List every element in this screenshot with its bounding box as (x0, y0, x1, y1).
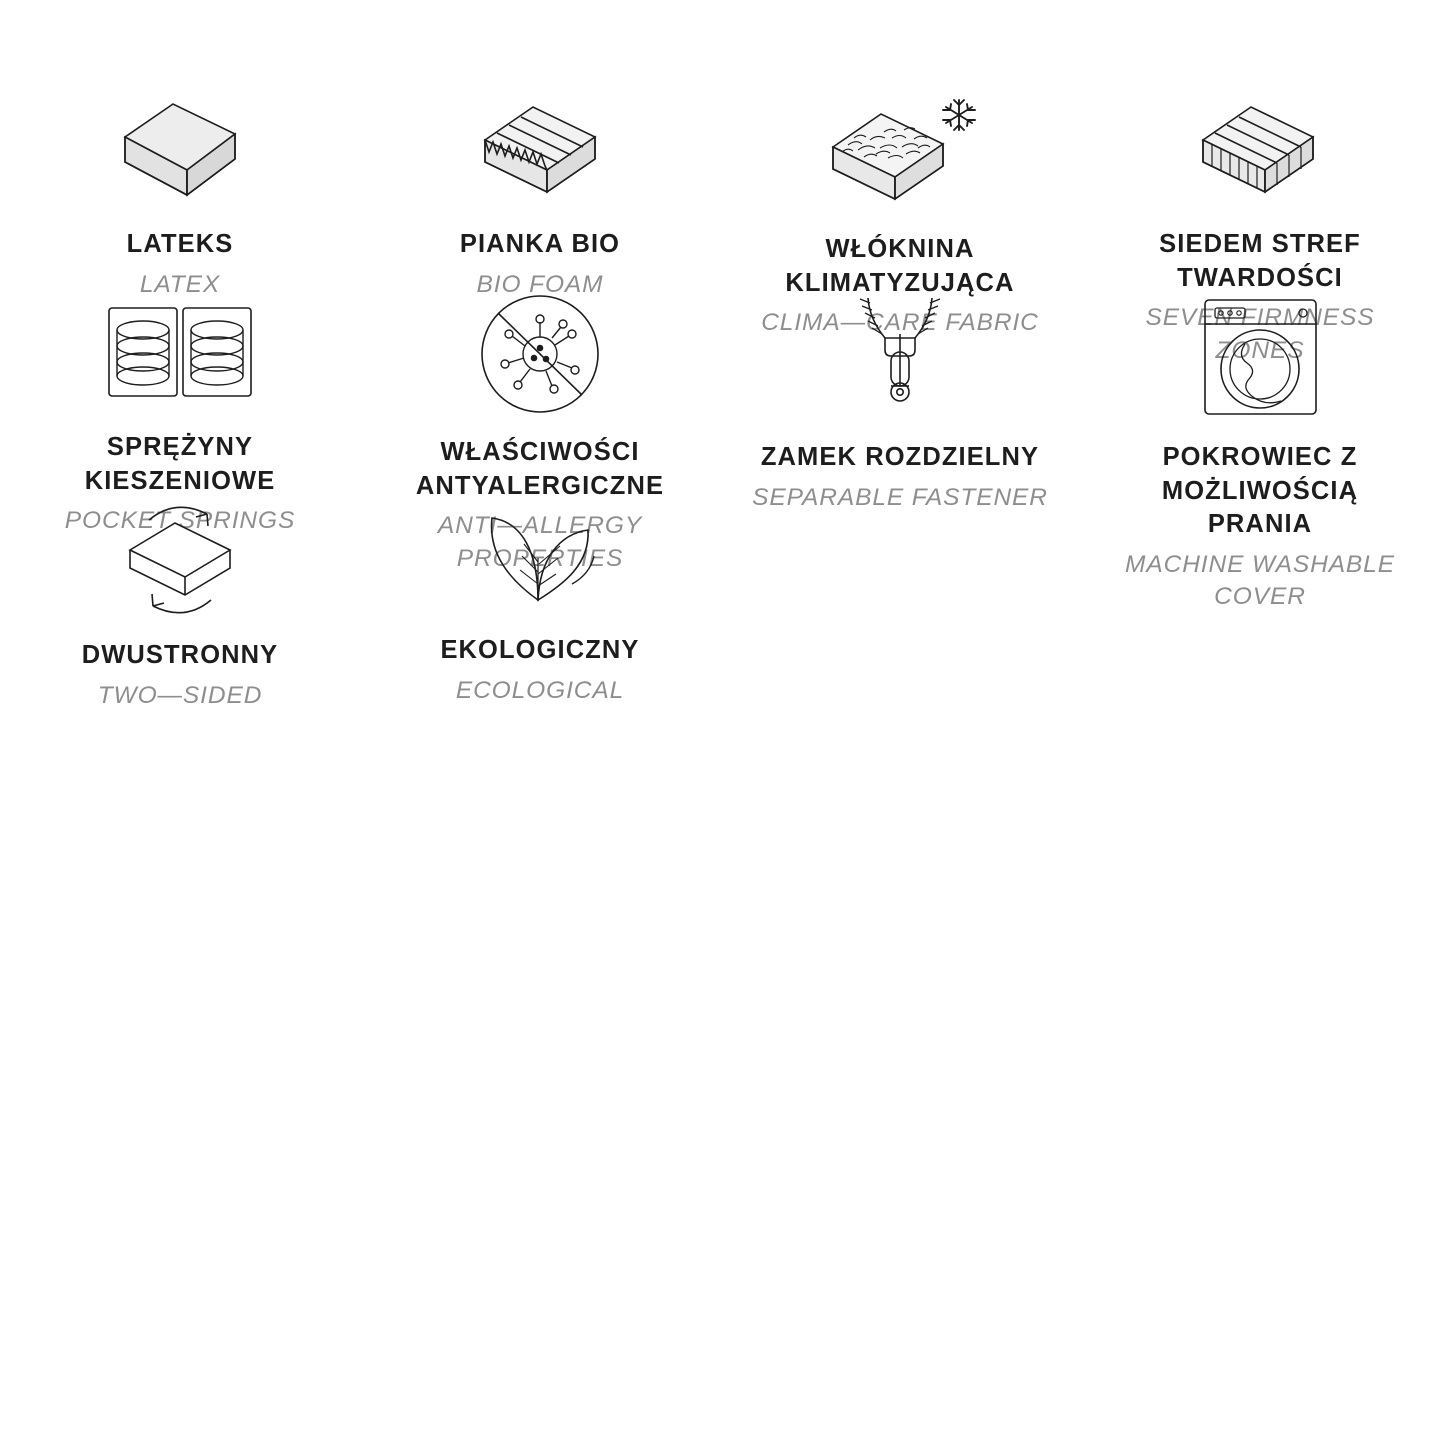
feature-item (720, 290, 1080, 511)
feature-label-en: LATEX (139, 270, 221, 298)
feature-label-en: BIO FOAM (476, 270, 604, 298)
feature-item (1080, 92, 1440, 364)
feature-label-en: ECOLOGICAL (455, 676, 625, 704)
feature-item (360, 92, 720, 298)
feature-label-en: TWO—SIDED (97, 681, 263, 709)
feature-item (360, 290, 720, 572)
feature-item (720, 92, 1080, 337)
feature-item (0, 92, 360, 298)
features-grid (0, 0, 1440, 709)
feature-label-pl: PIANKA BIO (459, 230, 621, 258)
feature-label-en: POCKET SPRINGS (64, 507, 296, 535)
seven-firmness-zones-block-icon (1165, 92, 1355, 212)
feature-label-en: ANTI—ALLERGY PROPERTIES (437, 512, 643, 572)
feature-label-pl: SPRĘŻYNY KIESZENIOWE (84, 433, 276, 495)
bio-foam-block-icon (445, 92, 635, 212)
feature-item (0, 488, 360, 709)
feature-label-pl: WŁÓKNINA KLIMATYZUJĄCA (785, 235, 1015, 297)
latex-block-icon (85, 92, 275, 212)
two-sided-rotate-block-icon (85, 488, 275, 623)
clima-care-fabric-snowflake-icon (805, 92, 995, 217)
feature-item (1080, 290, 1440, 611)
feature-label-pl: DWUSTRONNY (81, 641, 279, 669)
pocket-springs-icon (85, 290, 275, 415)
feature-label-pl: EKOLOGICZNY (440, 636, 640, 664)
feature-label-pl: LATEKS (126, 230, 234, 258)
separable-zipper-icon (805, 290, 995, 425)
ecological-leaves-icon (445, 488, 635, 618)
anti-allergy-virus-crossed-icon (445, 290, 635, 420)
feature-item (0, 290, 360, 535)
feature-label-pl: SIEDEM STREF TWARDOŚCI (1159, 230, 1361, 292)
feature-label-en: CLIMA—CARE FABRIC (761, 309, 1039, 337)
feature-label-en: SEVEN FIRMNESS ZONES (1145, 304, 1375, 364)
feature-label-en: SEPARABLE FASTENER (752, 483, 1048, 511)
feature-item (360, 488, 720, 704)
feature-label-pl: ZAMEK ROZDZIELNY (760, 443, 1040, 471)
feature-label-pl: WŁAŚCIWOŚCI ANTYALERGICZNE (415, 438, 665, 500)
feature-label-en: MACHINE WASHABLE COVER (1125, 550, 1395, 611)
washing-machine-icon (1165, 290, 1355, 425)
feature-label-pl: POKROWIEC Z MOŻLIWOŚCIĄ PRANIA (1161, 443, 1359, 539)
